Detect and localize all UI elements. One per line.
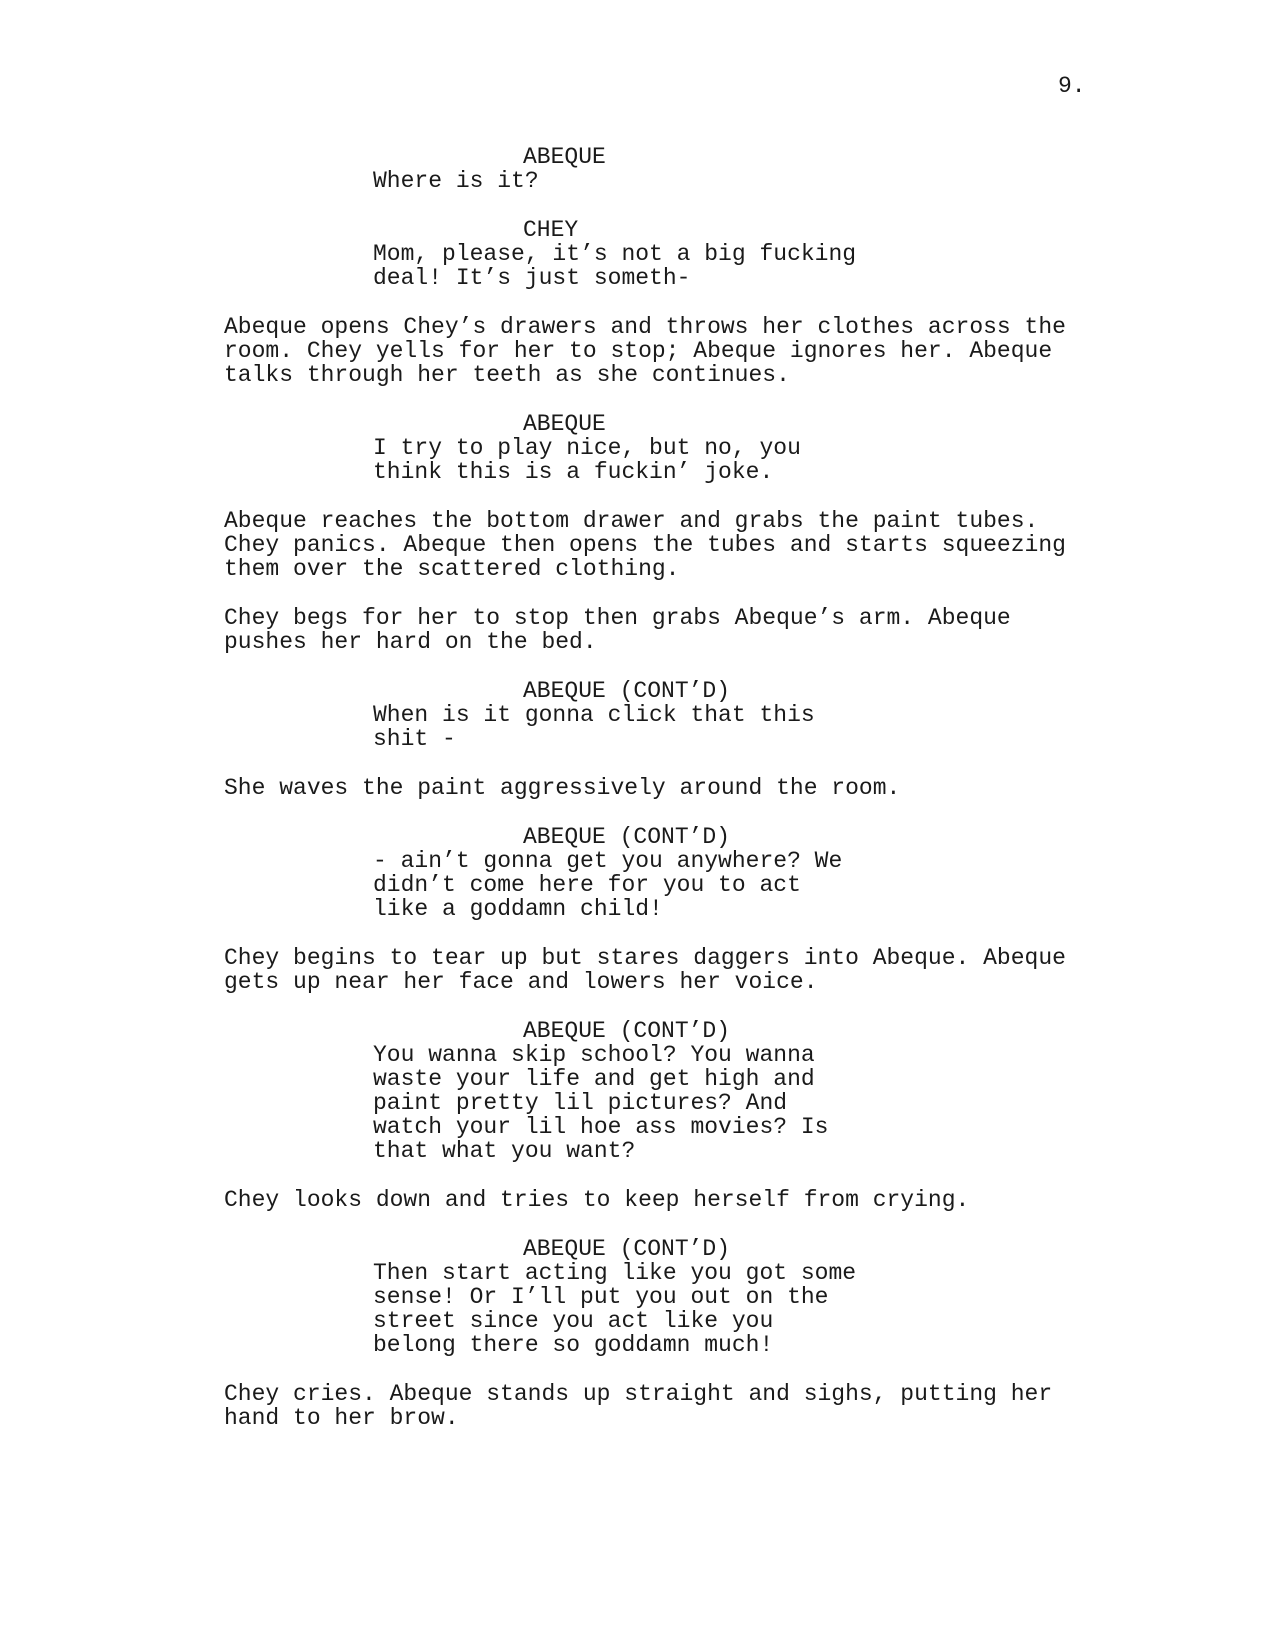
action-line: pushes her hard on the bed. <box>224 629 597 655</box>
action-line: Chey cries. Abeque stands up straight and sighs, putting her <box>224 1381 1053 1407</box>
action-line: She waves the paint aggressively around the room. <box>224 775 901 801</box>
dialogue-line: street since you act like you <box>373 1308 774 1334</box>
dialogue-line: didn’t come here for you to act <box>373 872 801 898</box>
dialogue-line: - ain’t gonna get you anywhere? We <box>373 848 843 874</box>
dialogue-line: sense! Or I’ll put you out on the <box>373 1284 829 1310</box>
action-line: them over the scattered clothing. <box>224 556 680 582</box>
dialogue-line: waste your life and get high and <box>373 1066 815 1092</box>
dialogue-line: that what you want? <box>373 1138 636 1164</box>
dialogue-line: You wanna skip school? You wanna <box>373 1042 815 1068</box>
dialogue-line: Then start acting like you got some <box>373 1260 857 1286</box>
action-line: room. Chey yells for her to stop; Abeque ignores her. Abeque <box>224 338 1053 364</box>
dialogue-line: I try to play nice, but no, you <box>373 435 801 461</box>
dialogue-line: When is it gonna click that this <box>373 702 815 728</box>
dialogue-line: shit - <box>373 726 456 752</box>
action-line: Abeque reaches the bottom drawer and grabs the paint tubes. <box>224 508 1039 534</box>
action-line: Chey begs for her to stop then grabs Abeque’s arm. Abeque <box>224 605 1011 631</box>
dialogue-line: Mom, please, it’s not a big fucking <box>373 241 857 267</box>
dialogue-line: Where is it? <box>373 168 539 194</box>
dialogue-line: think this is a fuckin’ joke. <box>373 459 774 485</box>
action-line: Chey looks down and tries to keep herself from crying. <box>224 1187 970 1213</box>
dialogue-line: like a goddamn child! <box>373 896 663 922</box>
action-line: Chey begins to tear up but stares daggers into Abeque. Abeque <box>224 945 1066 971</box>
character-name: ABEQUE (CONT’D) <box>523 678 731 704</box>
page-number: 9. <box>1058 73 1086 99</box>
dialogue-line: paint pretty lil pictures? And <box>373 1090 788 1116</box>
action-line: talks through her teeth as she continues. <box>224 362 790 388</box>
action-line: gets up near her face and lowers her voice. <box>224 969 818 995</box>
action-line: Abeque opens Chey’s drawers and throws her clothes across the <box>224 314 1066 340</box>
character-name: ABEQUE (CONT’D) <box>523 1018 731 1044</box>
action-line: hand to her brow. <box>224 1405 459 1431</box>
character-name: ABEQUE (CONT’D) <box>523 824 731 850</box>
character-name: ABEQUE (CONT’D) <box>523 1236 731 1262</box>
dialogue-line: watch your lil hoe ass movies? Is <box>373 1114 829 1140</box>
character-name: ABEQUE <box>523 144 606 170</box>
action-line: Chey panics. Abeque then opens the tubes and starts squeezing <box>224 532 1066 558</box>
dialogue-line: deal! It’s just someth- <box>373 265 691 291</box>
character-name: CHEY <box>523 217 579 243</box>
character-name: ABEQUE <box>523 411 606 437</box>
dialogue-line: belong there so goddamn much! <box>373 1332 774 1358</box>
